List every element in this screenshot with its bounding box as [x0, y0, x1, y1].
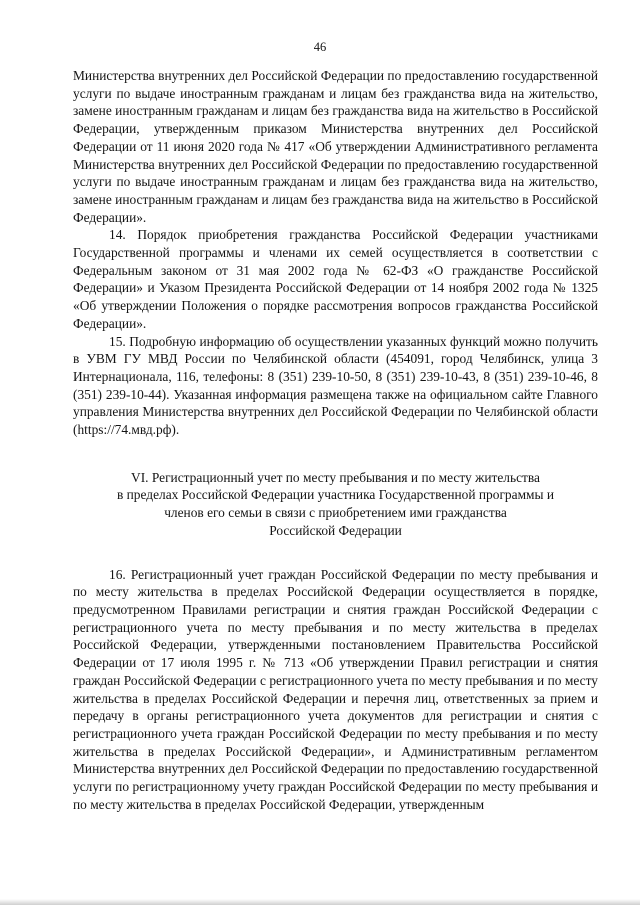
- section-heading-line: членов его семьи в связи с приобретением ими гражданства: [164, 505, 507, 521]
- paragraph-item-16: 16. Регистрационный учет граждан Российской Федерации по месту пребывания и по месту жительства в пределах Российской Федерации осуществляется в порядке, предусмотренном Правилами регистрации и снятия граждан Российской Федерации с регистрационного учета по месту пребывания и по месту жительства в пределах Российской Федерации, утвержденными постановлением Правительства Российской Федерации от 17 июля 1995 г. № 713 «Об утверждении Правил регистрации и снятия граждан Российской Федерации с регистрационного учета по месту пребывания и по месту жительства в пределах Российской Федерации и перечня лиц, ответственных за прием и передачу в органы регистрационного учета документов для регистрации и снятия с регистрационного учета граждан Российской Федерации по месту пребывания и по месту жительства в пределах Российской Федерации», и Административным регламентом Министерства внутренних дел Российской Федерации по предоставлению государственной услуги по регистрационному учету граждан Российской Федерации по месту пребывания и по месту жительства в пределах Российской Федерации, утвержденным: [73, 566, 598, 812]
- paragraph-continuation: Министерства внутренних дел Российской Федерации по предоставлению государственной услуги по выдаче иностранным гражданам и лицам без гражданства вида на жительство, замене иностранным гражданам и лицам без гражданства вида на жительство в Российской Федерации, утвержденным приказом Министерства внутренних дел Российской Федерации от 11 июня 2020 года № 417 «Об утверждении Административного регламента Министерства внутренних дел Российской Федерации по предоставлению государственной услуги по выдаче иностранным гражданам и лицам без гражданства вида на жительство, замене иностранным гражданам и лицам без гражданства вида на жительство в Российской Федерации».: [73, 68, 598, 225]
- paragraph-item-15: 15. Подробную информацию об осуществлении указанных функций можно получить в УВМ ГУ МВД России по Челябинской области (454091, город Челябинск, улица 3 Интернационала, 116, телефоны: 8 (351) 239-10-50, 8 (351) 239-10-43, 8 (351) 239-10-46, 8 (351) 239-10-44). Указанная информация размещена также на официальном сайте Главного управления Министерства внутренних дел Российской Федерации по Челябинской области (https://74.мвд.рф).: [73, 333, 598, 438]
- paragraph-item-14: 14. Порядок приобретения гражданства Российской Федерации участниками Государственной программы и членами их семей осуществляется в соответствии с Федеральным законом от 31 мая 2002 года № 62-ФЗ «О гражданстве Российской Федерации» и Указом Президента Российской Федерации от 14 ноября 2002 года № 1325 «Об утверждении Положения о порядке рассмотрения вопросов гражданства Российской Федерации».: [73, 227, 598, 331]
- section-heading-line: VI. Регистрационный учет по месту пребывания и по месту жительства: [131, 469, 540, 485]
- section-heading-line: в пределах Российской Федерации участника Государственной программы и: [116, 487, 555, 503]
- document-body: [73, 67, 598, 813]
- section-heading-line: Российской Федерации: [269, 522, 402, 538]
- page-bottom-edge: [0, 899, 640, 905]
- page-number: 46: [313, 40, 327, 54]
- section-heading-vi: [91, 469, 580, 540]
